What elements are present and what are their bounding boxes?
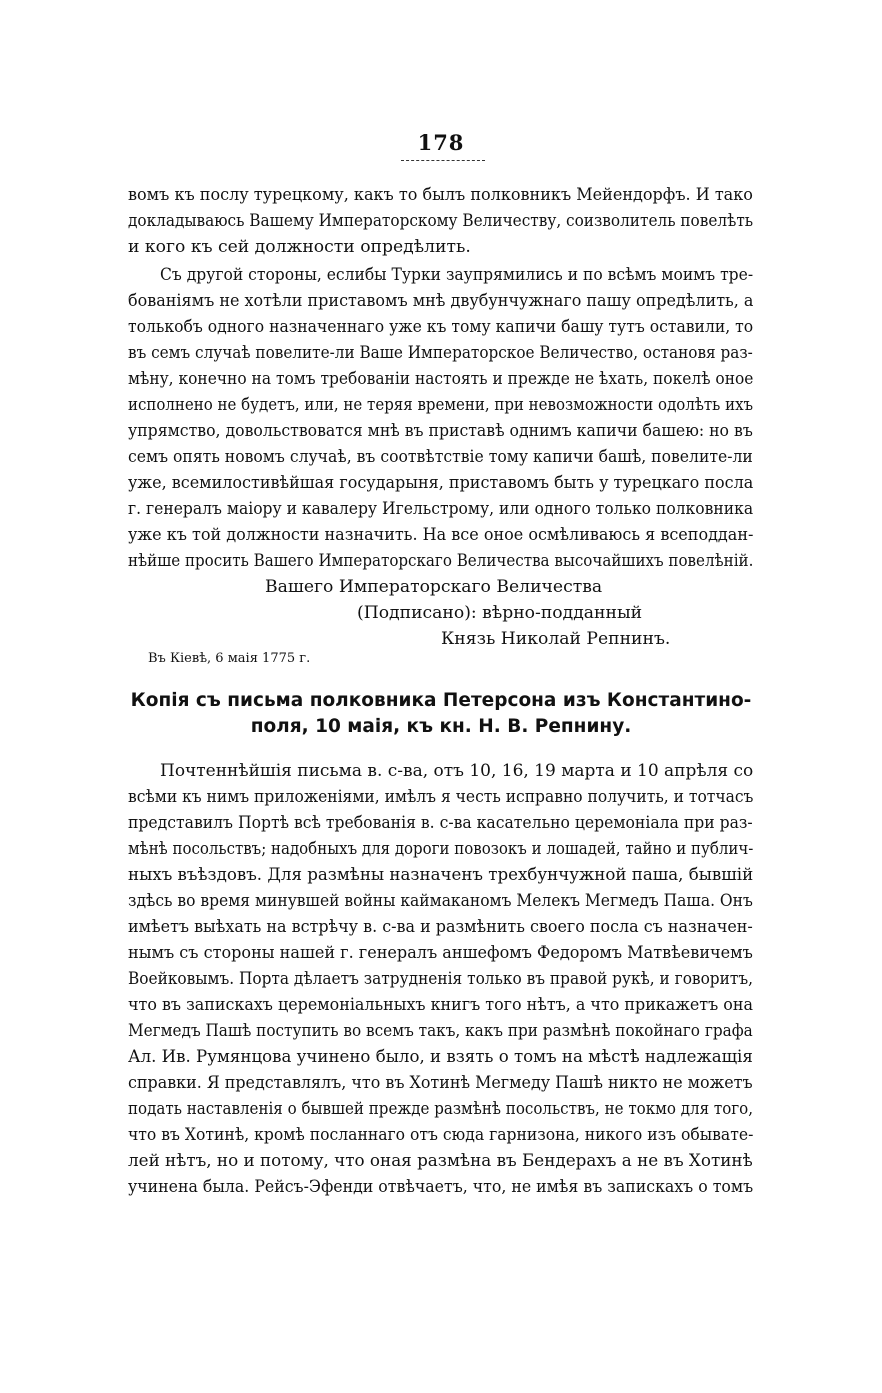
signature-line-1: Вашего Императорскаго Величества [265,577,603,597]
text-line: учинена была. Рейсъ-Эфенди отвѣчаетъ, что, не имѣя въ запискахъ о томъ [128,1177,754,1197]
text-line: лей нѣтъ, но и потому, что оная размѣна въ Бендерахъ а не въ Хотинѣ [128,1151,753,1171]
text-line: семъ опять новомъ случаѣ, въ соотвѣтствіе тому капичи башѣ, повелите-ли [128,447,753,467]
text-line: уже, всемилостивѣйшая государыня, приставомъ быть у турецкаго посла [128,473,754,493]
section-heading-line-1: Копія съ письма полковника Петерсона изъ Константино- [130,690,752,711]
text-line: мѣну, конечно на томъ требованіи настоять и прежде не ѣхать, покелѣ оное [128,369,754,389]
text-line: уже къ той должности назначить. На все оное осмѣливаюсь я всеподдан- [128,525,754,545]
text-line: Мегмедъ Пашѣ поступить во всемъ такъ, какъ при размѣнѣ покойнаго графа [128,1021,753,1041]
text-line: въ семъ случаѣ повелите-ли Ваше Императорское Величество, остановя раз- [128,343,753,363]
text-line: мѣнѣ посольствъ; надобныхъ для дороги повозокъ и лошадей, тайно и публич- [128,839,754,859]
text-line: докладываюсь Вашему Императорскому Величеству, соизволитель повелѣть [128,211,754,231]
text-line: Съ другой стороны, еслибы Турки заупрямились и по всѣмъ моимъ тре- [160,265,754,285]
text-line: что въ Хотинѣ, кромѣ посланнаго отъ сюда гарнизона, никого изъ обывате- [128,1125,754,1145]
text-line: нымъ съ стороны нашей г. генералъ аншефомъ Федоромъ Матвѣевичемъ [128,943,753,963]
page-number-rule [401,160,485,161]
text-line: ныхъ въѣздовъ. Для размѣны назначенъ трехбунчужной паша, бывшій [128,865,754,885]
text-line: Ал. Ив. Румянцова учинено было, и взять о томъ на мѣстѣ надлежащія [128,1047,753,1067]
text-line: представилъ Портѣ всѣ требованія в. с-ва касательно церемоніала при раз- [128,813,753,833]
text-line: Воейковымъ. Порта дѣлаетъ затрудненія только въ правой рукѣ, и говоритъ, [128,969,754,989]
text-line: вомъ къ послу турецкому, какъ то былъ полковникъ Мейендорфъ. И тако [128,185,753,205]
signature-line-2: (Подписано): вѣрно-подданный [357,603,643,623]
text-line: бованіямъ не хотѣли приставомъ мнѣ двубунчужнаго пашу опредѣлить, а [128,291,754,311]
page-number: 178 [417,130,465,155]
signature-line-3: Князь Николай Репнинъ. [441,629,671,649]
text-line: имѣетъ выѣхать на встрѣчу в. с-ва и размѣнить своего посла съ назначен- [128,917,753,937]
text-line: Почтеннѣйшія письма в. с-ва, отъ 10, 16, 19 марта и 10 апрѣля со [160,761,754,781]
text-line: толькобъ одного назначеннаго уже къ тому капичи башу тутъ оставили, то [128,317,754,337]
text-line: подать наставленія о бывшей прежде размѣнѣ посольствъ, не токмо для того, [128,1099,754,1119]
text-line: исполнено не будетъ, или, не теряя времени, при невозможности одолѣть ихъ [128,395,754,415]
text-line: и кого къ сей должности опредѣлить. [128,237,471,257]
text-line: всѣми къ нимъ приложеніями, имѣлъ я честь исправно получить, и тотчасъ [128,787,754,807]
section-heading-line-2: поля, 10 маія, къ кн. Н. В. Репнину. [250,716,632,737]
text-line: здѣсь во время минувшей войны каймаканомъ Мелекъ Мегмедъ Паша. Онъ [128,891,753,911]
text-line: что въ запискахъ церемоніальныхъ книгъ того нѣтъ, а что прикажетъ она [128,995,753,1015]
text-line: справки. Я представлялъ, что въ Хотинѣ Мегмеду Пашѣ никто не можетъ [128,1073,753,1093]
place-date: Въ Кіевѣ, 6 маія 1775 г. [148,651,311,666]
text-line: г. генералъ маіору и кавалеру Игельстрому, или одного только полковника [128,499,754,519]
text-line: упрямство, довольствоватся мнѣ въ приставѣ однимъ капичи башею: но въ [128,421,753,441]
text-line: нѣйше просить Вашего Императорскаго Величества высочайшихъ повелѣній. [128,551,754,571]
